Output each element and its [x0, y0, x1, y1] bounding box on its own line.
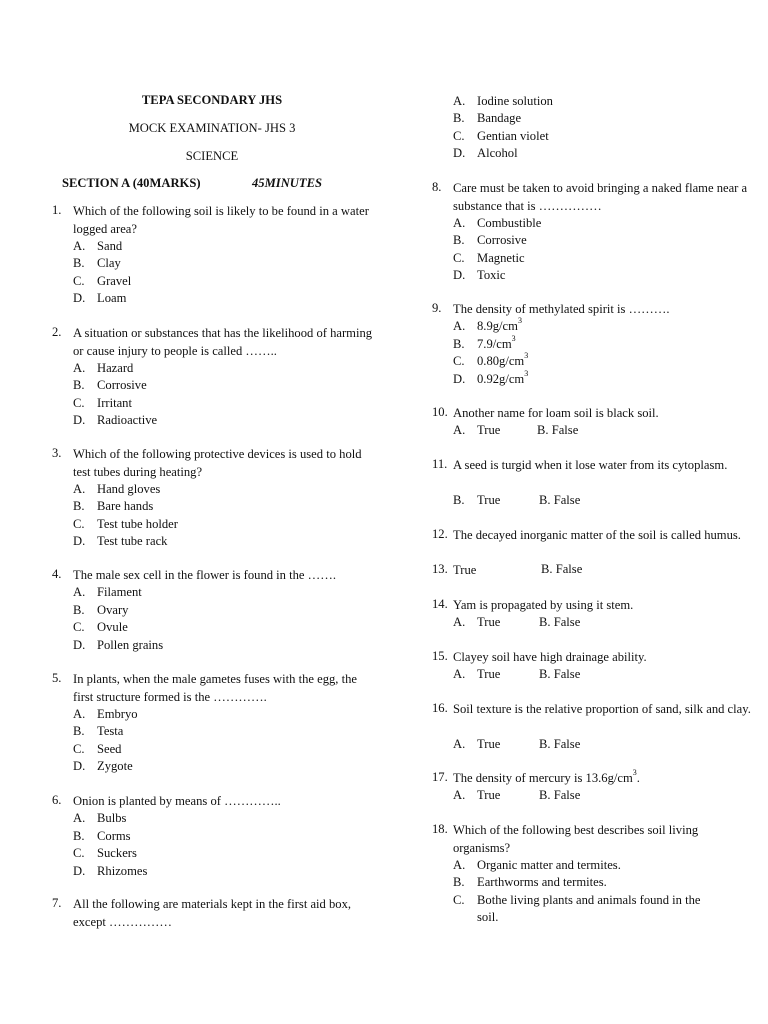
false-option: B. False: [541, 562, 583, 576]
question-number: 2.: [52, 325, 62, 339]
question-number: 6.: [52, 793, 62, 807]
question-stem: The male sex cell in the flower is found in the …….: [73, 568, 336, 582]
school-name: TEPA SECONDARY JHS: [141, 93, 283, 107]
question-stem: In plants, when the male gametes fuses with the egg, the first structure formed is the ………….: [73, 672, 357, 704]
question-number: 4.: [52, 567, 62, 581]
option: A. $8.9g/cm^3$: [453, 316, 522, 333]
option: B. Corrosive: [73, 378, 147, 392]
option: D. Alcohol: [453, 146, 518, 160]
option: C. Seed: [73, 742, 122, 756]
question-number: 15.: [432, 649, 448, 663]
time-allowed: 45MINUTES: [252, 176, 322, 190]
question-stem: Yam is propagated by using it stem.: [453, 598, 634, 612]
question-number: 3.: [52, 446, 62, 460]
question-stem: Soil texture is the relative proportion of sand, silk and clay.: [453, 702, 751, 716]
question-stem: The density of methylated spirit is ……….: [453, 302, 670, 316]
true-false-options: A. True B. False: [453, 788, 581, 802]
subject-title: SCIENCE: [185, 149, 239, 163]
option: D. Zygote: [73, 759, 133, 773]
question-number: 1.: [52, 203, 62, 217]
option: A. Bulbs: [73, 811, 127, 825]
option-continuation: soil.: [477, 910, 499, 924]
question-stem: Clayey soil have high drainage ability.: [453, 650, 647, 664]
option: A. Organic matter and termites.: [453, 858, 621, 872]
option: C. Gentian violet: [453, 129, 549, 143]
option: D. $0.92g/cm^3$: [453, 369, 529, 386]
option: B. Ovary: [73, 603, 129, 617]
option: D. Radioactive: [73, 413, 158, 427]
option: A. Filament: [73, 585, 142, 599]
option: C. Ovule: [73, 620, 128, 634]
question-stem: Which of the following best describes soil living organisms?: [453, 823, 699, 855]
option: B. $7.9/cm^3$: [453, 334, 516, 351]
question-number: 8.: [432, 180, 442, 194]
question-number: 9.: [432, 301, 442, 315]
question-number: 5.: [52, 671, 62, 685]
question-stem: Which of the following soil is likely to be found in a water logged area?: [73, 204, 369, 236]
option: A. Hazard: [73, 361, 134, 375]
question-stem: Which of the following protective devices is used to hold test tubes during heating?: [73, 447, 362, 479]
true-false-options: A. True B. False: [453, 667, 581, 681]
question-number: 10.: [432, 405, 448, 419]
option: D. Rhizomes: [73, 864, 148, 878]
option: B. Bare hands: [73, 499, 154, 513]
question-number: 14.: [432, 597, 448, 611]
question-number: 16.: [432, 701, 448, 715]
option: B. Bandage: [453, 111, 522, 125]
true-false-options: A. True B. False: [453, 423, 579, 437]
question-stem: The decayed inorganic matter of the soil is called humus.: [453, 528, 741, 542]
option: C. Irritant: [73, 396, 132, 410]
option: C. $0.80g/cm^3$: [453, 351, 529, 368]
option: B. Corrosive: [453, 233, 527, 247]
option: C. Suckers: [73, 846, 137, 860]
option: A. Sand: [73, 239, 123, 253]
question-stem: Care must be taken to avoid bringing a naked flame near a substance that is ……………: [453, 181, 748, 213]
question-number: 12.: [432, 527, 448, 541]
option: D. Loam: [73, 291, 127, 305]
question-number: 18.: [432, 822, 448, 836]
option: D. Pollen grains: [73, 638, 164, 652]
option: B. Corms: [73, 829, 131, 843]
option: A. Combustible: [453, 216, 542, 230]
question-stem: All the following are materials kept in the first aid box, except ……………: [73, 897, 352, 929]
option: C. Test tube holder: [73, 517, 178, 531]
question-number: 13.: [432, 562, 448, 576]
option: B. Earthworms and termites.: [453, 875, 607, 889]
question-number: 11.: [432, 457, 448, 471]
exam-title: MOCK EXAMINATION- JHS 3: [128, 121, 296, 135]
option: C. Gravel: [73, 274, 132, 288]
option: A. Embryo: [73, 707, 138, 721]
question-number: 7.: [52, 896, 62, 910]
option: A. Hand gloves: [73, 482, 161, 496]
true-false-options: B. True B. False: [453, 493, 581, 507]
option: B. Testa: [73, 724, 124, 738]
question-stem: The density of mercury is $13.6g/cm^3$.: [453, 768, 640, 785]
question-stem: A situation or substances that has the likelihood of harming or cause injury to people is called ……..: [73, 326, 373, 358]
option: C. Bothe living plants and animals found in the: [453, 893, 701, 907]
true-option: True: [453, 563, 477, 577]
section-label: SECTION A (40MARKS): [62, 176, 201, 190]
question-number: 17.: [432, 770, 448, 784]
option: A. Iodine solution: [453, 94, 553, 108]
section-heading: [62, 176, 372, 191]
question-stem: Onion is planted by means of …………..: [73, 794, 281, 808]
true-false-options: A. True B. False: [453, 737, 581, 751]
option: C. Magnetic: [453, 251, 525, 265]
option: B. Clay: [73, 256, 121, 270]
option: D. Test tube rack: [73, 534, 168, 548]
true-false-options: A. True B. False: [453, 615, 581, 629]
option: D. Toxic: [453, 268, 506, 282]
question-stem: Another name for loam soil is black soil.: [453, 406, 659, 420]
question-stem: A seed is turgid when it lose water from its cytoplasm.: [453, 458, 728, 472]
